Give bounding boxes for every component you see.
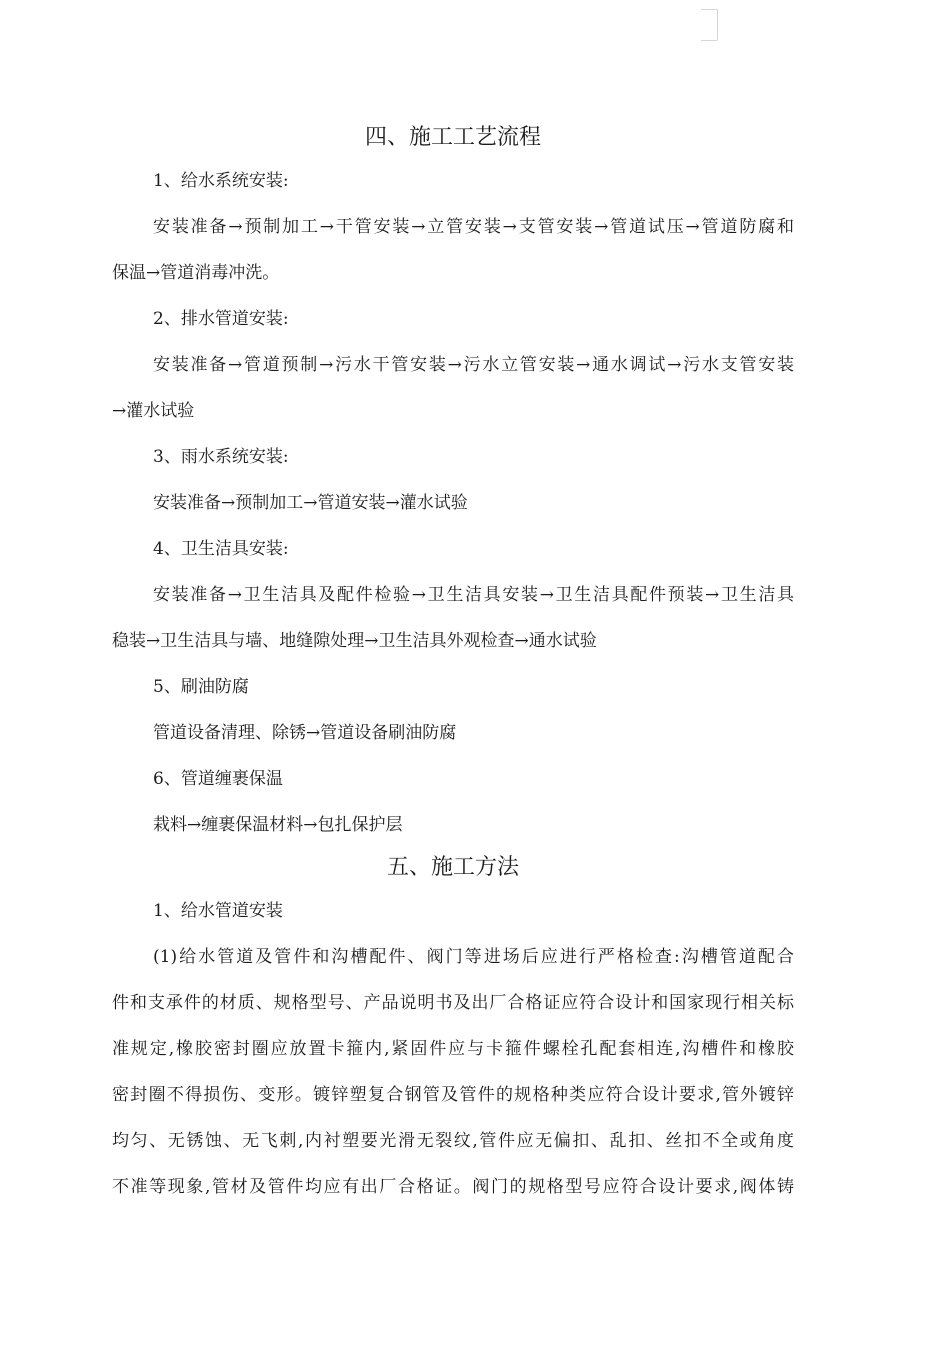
paragraph-line-3: 准规定,橡胶密封圈应放置卡箍内,紧固件应与卡箍件螺栓孔配套相连,沟槽件和橡胶 (112, 1039, 794, 1059)
item-4-line-2: 稳装→卫生洁具与墙、地缝隙处理→卫生洁具外观检查→通水试验 (112, 631, 597, 651)
item-2-heading: 2、排水管道安装: (153, 309, 289, 329)
item-2-line-2: →灌水试验 (112, 401, 195, 421)
section-5-subheading: 1、给水管道安装 (153, 901, 283, 921)
item-1-line-1: 安装准备→预制加工→干管安装→立管安装→支管安装→管道试压→管道防腐和 (153, 217, 794, 237)
document-page (112, 118, 794, 1210)
paragraph-line-1: (1)给水管道及管件和沟槽配件、阀门等进场后应进行严格检查:沟槽管道配合 (153, 947, 794, 967)
section-5-title: 五、施工方法 (386, 855, 519, 880)
item-5-line-1: 管道设备清理、除锈→管道设备刷油防腐 (153, 723, 457, 743)
item-4-line-1: 安装准备→卫生洁具及配件检验→卫生洁具安装→卫生洁具配件预装→卫生洁具 (153, 585, 794, 605)
item-5-heading: 5、刷油防腐 (153, 677, 249, 697)
paragraph-line-4: 密封圈不得损伤、变形。镀锌塑复合钢管及管件的规格种类应符合设计要求,管外镀锌 (112, 1085, 794, 1105)
item-2-line-1: 安装准备→管道预制→污水干管安装→污水立管安装→通水调试→污水支管安装 (153, 355, 794, 375)
section-4-title: 四、施工工艺流程 (364, 125, 541, 150)
paragraph-line-5: 均匀、无锈蚀、无飞刺,内衬塑要光滑无裂纹,管件应无偏扣、乱扣、丝扣不全或角度 (112, 1131, 794, 1151)
item-1-heading: 1、给水系统安装: (153, 171, 289, 191)
page-corner-mark (701, 9, 718, 41)
item-3-heading: 3、雨水系统安装: (153, 447, 289, 467)
item-1-line-2: 保温→管道消毒冲洗。 (112, 263, 280, 283)
paragraph-line-6: 不准等现象,管材及管件均应有出厂合格证。阀门的规格型号应符合设计要求,阀体铸 (112, 1177, 794, 1197)
item-6-heading: 6、管道缠裹保温 (153, 769, 283, 789)
item-3-line-1: 安装准备→预制加工→管道安装→灌水试验 (153, 493, 468, 513)
item-4-heading: 4、卫生洁具安装: (153, 539, 289, 559)
paragraph-line-2: 件和支承件的材质、规格型号、产品说明书及出厂合格证应符合设计和国家现行相关标 (112, 993, 794, 1013)
item-6-line-1: 栽料→缠裹保温材料→包扎保护层 (153, 815, 403, 835)
